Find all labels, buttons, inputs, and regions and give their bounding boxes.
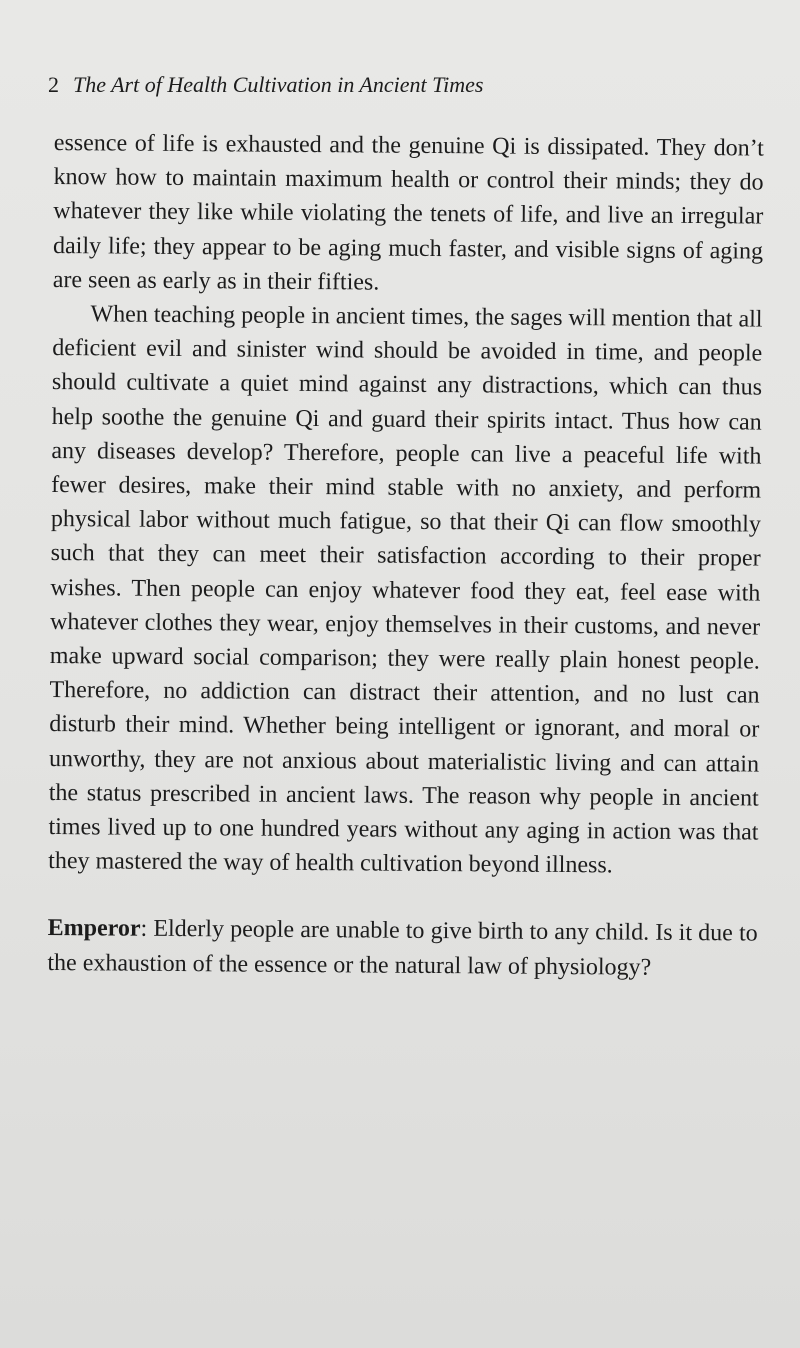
speaker-name: Emperor	[47, 915, 141, 943]
body-text	[47, 126, 764, 985]
dialogue-paragraph	[47, 911, 758, 985]
running-title: The Art of Health Cultivation in Ancient Times	[73, 72, 484, 97]
paragraph-continuation: essence of life is exhausted and the genuine Qi is dissipated. They don’t know how to maintain maximum health or control their minds; they do whatever they like while violating the tenets of life, and live an irregular daily life; they appear to be aging much faster, and visible signs of aging are seen as early as in their fifties.	[52, 129, 764, 296]
paragraph-sages-teaching: When teaching people in ancient times, the sages will mention that all deficient evil and sinister wind should be avoided in time, and people should cultivate a quiet mind against any distractions, which can thus help soothe the genuine Qi and guard their spirits intact. Thus how can any diseases develop? Therefore, people can live a peaceful life with fewer desires, make their mind stable with no anxiety, and perform physical labor without much fatigue, so that their Qi can flow smoothly such that they can meet their satisfaction according to their proper wishes. Then people can enjoy whatever food they eat, feel ease with whatever clothes they wear, enjoy themselves in their customs, and never make upward social comparison; they were really plain honest people. Therefore, no addiction can distract their attention, and no lust can disturb their mind. Whether being intelligent or ignorant, and moral or unworthy, they are not anxious about materialistic living and can attain the status prescribed in ancient laws. The reason why people in ancient times lived up to one hundred years without any aging in action was that they mastered the way of health cultivation beyond illness.	[48, 301, 763, 879]
dialogue-text: : Elderly people are unable to give birth to any child. Is it due to the exhaustion of the essence or the natural law of physiology?	[47, 916, 758, 981]
page-header	[48, 70, 483, 100]
page-number: 2	[48, 72, 59, 97]
